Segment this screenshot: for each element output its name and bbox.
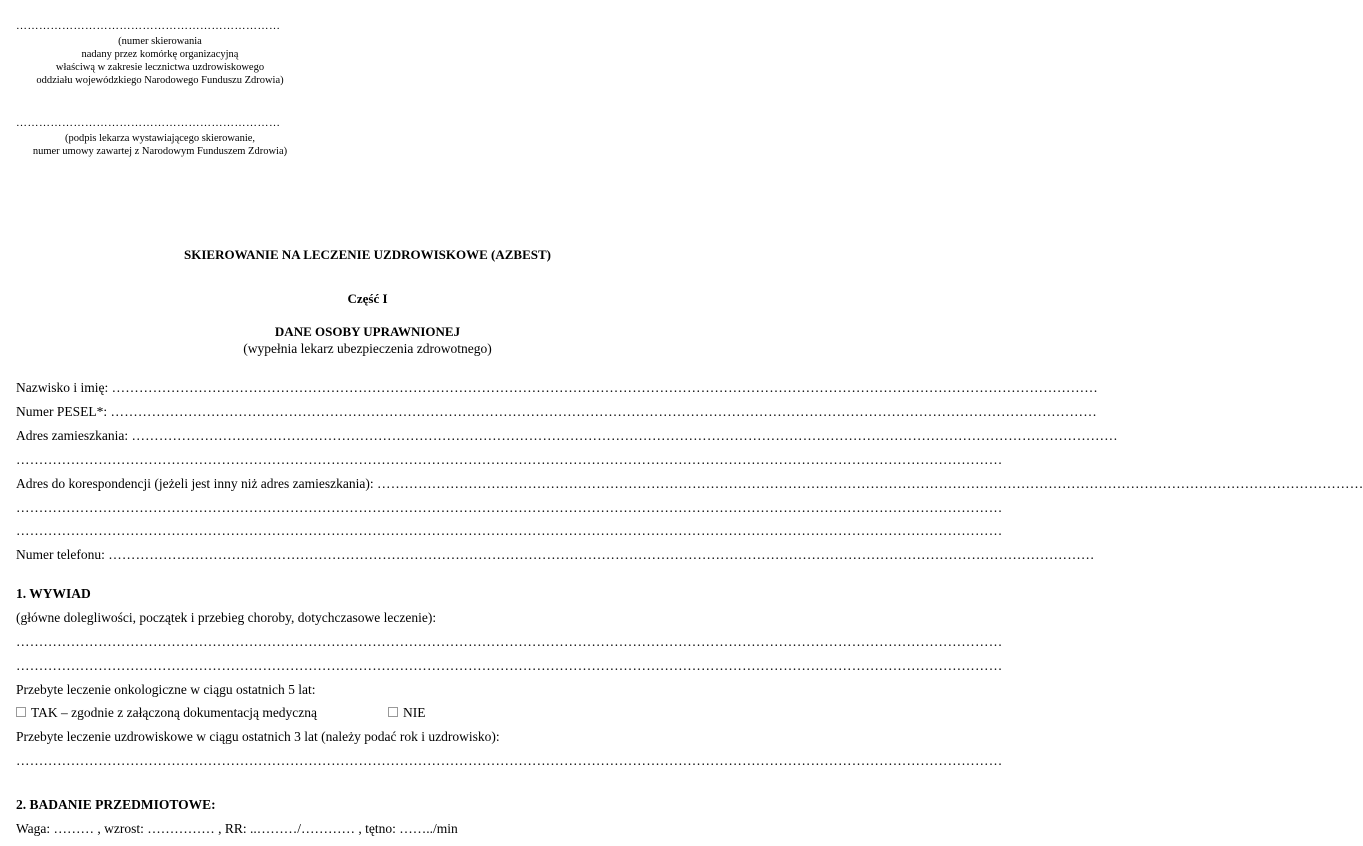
vitals-line[interactable]: Waga: ……… , wzrost: …………… , RR: ..………/………… , tętno: ……../min (16, 821, 458, 836)
address-field[interactable] (16, 428, 1118, 444)
doctor-signature-caption (10, 132, 310, 158)
oncology-question: Przebyte leczenie onkologiczne w ciągu ostatnich 5 lat: (16, 682, 316, 697)
name-field[interactable] (16, 380, 1099, 396)
spa-history-line[interactable] (16, 753, 1003, 769)
oncology-no-option[interactable] (388, 705, 426, 721)
referral-number-caption (10, 35, 310, 87)
option-yes-label: TAK – zgodnie z załączoną dokumentacją medyczną (31, 705, 318, 720)
caption-line: nadany przez komórkę organizacyjną (81, 49, 239, 60)
option-no-label: NIE (403, 705, 426, 720)
section-title: DANE OSOBY UPRAWNIONEJ (274, 324, 461, 339)
correspondence-line-3[interactable] (16, 523, 1003, 539)
section1-heading: 1. WYWIAD (16, 586, 91, 601)
caption-line: właściwą w zakresie lecznictwa uzdrowiskowego (55, 62, 265, 73)
history-line-2[interactable] (16, 658, 1003, 674)
correspondence-dots-2[interactable]: ……………………………………………………………………………………………………………………………………………………………………………………………… (16, 500, 1003, 515)
name-dots[interactable]: ……………………………………………………………………………………………………………………………………………………………………………………………… (111, 380, 1099, 395)
history-dots-1[interactable]: ……………………………………………………………………………………………………………………………………………………………………………………………… (16, 634, 1003, 649)
caption-line: (podpis lekarza wystawiającego skierowanie, (64, 133, 256, 144)
pesel-dots[interactable]: ……………………………………………………………………………………………………………………………………………………………………………………………… (110, 404, 1097, 419)
correspondence-dots[interactable]: ……………………………………………………………………………………………………………………………………………………………………………………………… (377, 476, 1363, 491)
name-label: Nazwisko i imię: (16, 380, 109, 395)
caption-line: (numer skierowania (118, 36, 202, 47)
phone-label: Numer telefonu: (16, 547, 105, 562)
address-dots[interactable]: ……………………………………………………………………………………………………………………………………………………………………………………………… (131, 428, 1118, 443)
correspondence-field[interactable] (16, 476, 1363, 492)
checkbox-no[interactable] (388, 707, 398, 717)
section2-heading: 2. BADANIE PRZEDMIOTOWE: (16, 797, 216, 812)
correspondence-label: Adres do korespondencji (jeżeli jest inny niż adres zamieszkania): (16, 476, 374, 491)
oncology-yes-option[interactable] (16, 705, 317, 721)
phone-dots[interactable]: ……………………………………………………………………………………………………………………………………………………………………………………………… (108, 547, 1095, 562)
pesel-label: Numer PESEL*: (16, 404, 108, 419)
section-subtitle: (wypełnia lekarz ubezpieczenia zdrowotnego) (243, 341, 492, 356)
correspondence-dots-3[interactable]: ……………………………………………………………………………………………………………………………………………………………………………………………… (16, 523, 1003, 538)
section1-description: (główne dolegliwości, początek i przebieg choroby, dotychczasowe leczenie): (16, 610, 437, 625)
caption-line: oddziału wojewódzkiego Narodowego Funduszu Zdrowia) (36, 75, 284, 86)
doctor-signature-dots[interactable]: …………………………………………………………… (16, 117, 281, 129)
address-dots-2[interactable]: ……………………………………………………………………………………………………………………………………………………………………………………………… (16, 452, 1003, 467)
history-dots-2[interactable]: ……………………………………………………………………………………………………………………………………………………………………………………………… (16, 658, 1003, 673)
address-label: Adres zamieszkania: (16, 428, 129, 443)
caption-line: numer umowy zawartej z Narodowym Funduszem Zdrowia) (32, 146, 288, 157)
spa-question: Przebyte leczenie uzdrowiskowe w ciągu ostatnich 3 lat (należy podać rok i uzdrowisko): (16, 729, 500, 744)
phone-field[interactable] (16, 547, 1095, 563)
history-line-1[interactable] (16, 634, 1003, 650)
part-label: Część I (347, 291, 388, 306)
referral-number-dots[interactable]: …………………………………………………………… (16, 20, 281, 32)
document-title: SKIEROWANIE NA LECZENIE UZDROWISKOWE (AZBEST) (184, 247, 551, 262)
address-line-2[interactable] (16, 452, 1003, 468)
pesel-field[interactable] (16, 404, 1097, 420)
correspondence-line-2[interactable] (16, 500, 1003, 516)
spa-history-dots[interactable]: ……………………………………………………………………………………………………………………………………………………………………………………………… (16, 753, 1003, 768)
checkbox-yes[interactable] (16, 707, 26, 717)
